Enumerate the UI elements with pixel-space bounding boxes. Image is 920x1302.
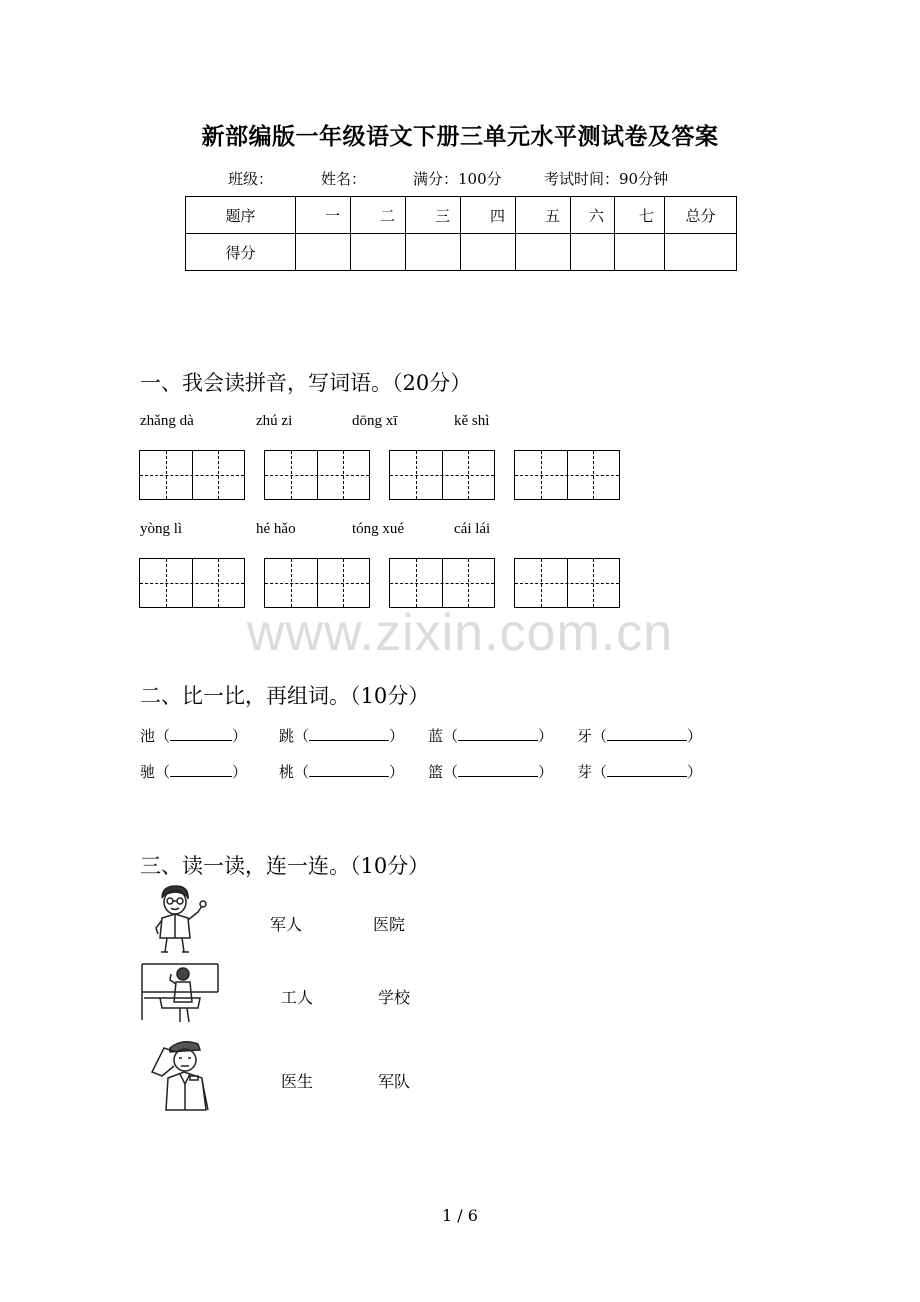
- pinyin-label: kě shì: [454, 413, 490, 429]
- answer-blank[interactable]: [607, 726, 687, 741]
- page-number: 1 / 6: [442, 1206, 478, 1225]
- score-entry-cell[interactable]: [296, 234, 351, 271]
- writing-grid[interactable]: [514, 450, 620, 500]
- watermark: www.zixin.com.cn: [246, 604, 674, 662]
- answer-blank[interactable]: [458, 726, 538, 741]
- page-title: 新部编版一年级语文下册三单元水平测试卷及答案: [201, 123, 719, 150]
- character: 牙: [577, 727, 593, 745]
- character: 芽: [577, 763, 593, 781]
- soldier-illustration: [146, 1036, 218, 1112]
- score-entry-cell[interactable]: [571, 234, 615, 271]
- word-blank-item[interactable]: 牙（ ）: [577, 727, 703, 745]
- score-entry-cell[interactable]: [461, 234, 516, 271]
- score-entry-cell[interactable]: [406, 234, 461, 271]
- table-cell: 六: [571, 197, 615, 234]
- match-word-left[interactable]: 医生: [281, 1072, 314, 1091]
- pinyin-label: dōng xī: [352, 413, 398, 429]
- writing-grid[interactable]: [139, 450, 245, 500]
- writing-grid[interactable]: [389, 450, 495, 500]
- table-cell: 题序: [186, 197, 296, 234]
- section1-heading: 一、我会读拼音，写词语。（20分）: [140, 371, 472, 395]
- match-word-right[interactable]: 学校: [378, 988, 411, 1007]
- word-blank-item[interactable]: 蓝（ ）: [428, 727, 554, 745]
- answer-blank[interactable]: [309, 726, 389, 741]
- score-entry-cell[interactable]: [615, 234, 665, 271]
- table-cell: 一: [296, 197, 351, 234]
- writing-grid[interactable]: [264, 558, 370, 608]
- table-cell: 四: [461, 197, 516, 234]
- pinyin-label: zhǎng dà: [140, 413, 194, 429]
- pinyin-label: zhú zi: [256, 413, 293, 429]
- section3-heading: 三、读一读，连一连。（10分）: [140, 854, 430, 878]
- writing-grid[interactable]: [139, 558, 245, 608]
- word-blank-item[interactable]: 芽（ ）: [577, 763, 703, 781]
- pinyin-label: tóng xué: [352, 521, 405, 537]
- character: 桃: [279, 763, 295, 781]
- match-word-right[interactable]: 军队: [378, 1072, 411, 1091]
- word-blank-item[interactable]: 驰（ ）: [140, 763, 248, 781]
- teacher-illustration: [140, 962, 220, 1024]
- writing-grid[interactable]: [264, 450, 370, 500]
- pinyin-label: cái lái: [454, 521, 491, 537]
- match-word-left[interactable]: 军人: [270, 915, 303, 934]
- writing-grid[interactable]: [514, 558, 620, 608]
- character: 篮: [428, 763, 444, 781]
- answer-blank[interactable]: [170, 762, 232, 777]
- answer-blank[interactable]: [309, 762, 389, 777]
- word-blank-item[interactable]: 桃（ ）: [279, 763, 405, 781]
- match-word-left[interactable]: 工人: [281, 988, 314, 1007]
- word-blank-item[interactable]: 池（ ）: [140, 727, 248, 745]
- pinyin-label: hé hǎo: [256, 521, 296, 537]
- score-table: [185, 196, 737, 271]
- table-cell: 三: [406, 197, 461, 234]
- character: 池: [140, 727, 156, 745]
- class-label: 班级：: [228, 170, 274, 188]
- doctor-illustration: [148, 884, 210, 954]
- score-entry-cell[interactable]: [351, 234, 406, 271]
- answer-blank[interactable]: [607, 762, 687, 777]
- table-cell: 五: [516, 197, 571, 234]
- character: 驰: [140, 763, 156, 781]
- table-cell: 二: [351, 197, 406, 234]
- score-table-score-row: [186, 234, 737, 271]
- full-score-label: 满分：100分: [413, 170, 502, 188]
- section2-heading: 二、比一比，再组词。（10分）: [140, 684, 430, 708]
- word-blank-item[interactable]: 跳（ ）: [279, 727, 405, 745]
- word-blank-item[interactable]: 篮（ ）: [428, 763, 554, 781]
- score-entry-cell[interactable]: [665, 234, 737, 271]
- table-cell: 总分: [665, 197, 737, 234]
- table-cell: 得分: [186, 234, 296, 271]
- score-table-header-row: [186, 197, 737, 234]
- character: 跳: [279, 727, 295, 745]
- answer-blank[interactable]: [170, 726, 232, 741]
- name-label: 姓名：: [321, 170, 367, 188]
- score-entry-cell[interactable]: [516, 234, 571, 271]
- exam-time-label: 考试时间：90分钟: [544, 170, 669, 188]
- writing-grid[interactable]: [389, 558, 495, 608]
- character: 蓝: [428, 727, 444, 745]
- pinyin-label: yòng lì: [140, 521, 183, 537]
- match-word-right[interactable]: 医院: [373, 915, 406, 934]
- answer-blank[interactable]: [458, 762, 538, 777]
- table-cell: 七: [615, 197, 665, 234]
